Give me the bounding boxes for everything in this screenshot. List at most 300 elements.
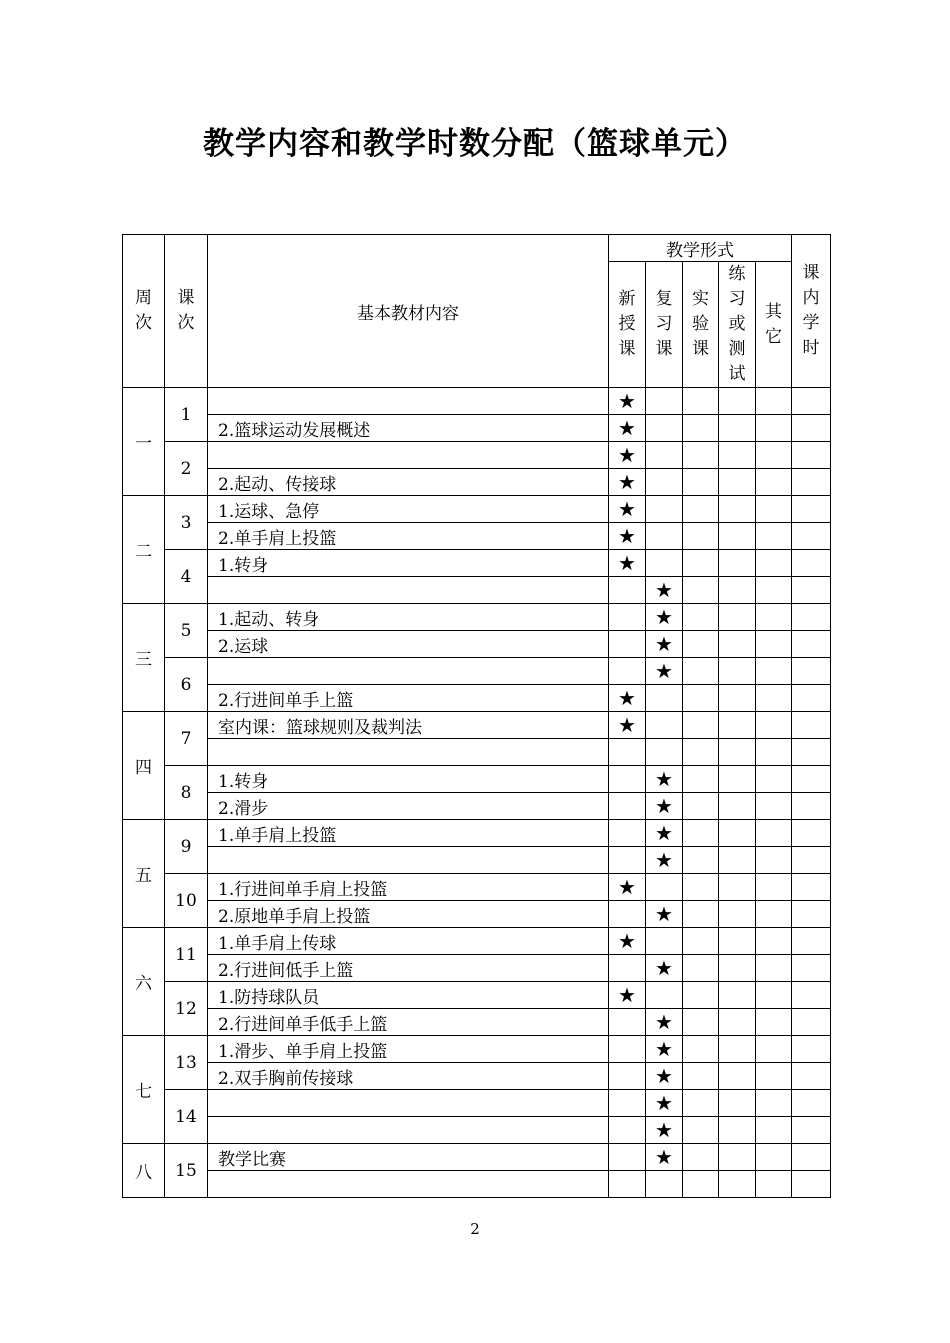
week-cell: 三 [123,604,165,712]
review-lesson-cell [646,388,683,415]
week-cell: 五 [123,820,165,928]
class-hours-cell [792,523,831,550]
week-cell: 六 [123,928,165,1036]
other-cell [756,1090,792,1117]
other-cell [756,631,792,658]
practice-test-cell [719,1144,756,1171]
review-lesson-cell [646,685,683,712]
other-cell [756,496,792,523]
content-cell: 2.起动、传接球 [208,469,609,496]
star-mark-icon: ★ [618,929,636,953]
header-teaching-form: 教学形式 [609,235,792,262]
experiment-lesson-cell [683,955,719,982]
star-mark-icon: ★ [618,389,636,413]
content-cell: 1.运球、急停 [208,496,609,523]
other-cell [756,415,792,442]
new-lesson-cell [609,604,646,631]
content-cell: 2.篮球运动发展概述 [208,415,609,442]
practice-test-cell [719,766,756,793]
content-cell [208,577,609,604]
review-lesson-cell [646,469,683,496]
class-hours-cell [792,820,831,847]
content-cell: 室内课：篮球规则及裁判法 [208,712,609,739]
other-cell [756,1063,792,1090]
review-lesson-cell [646,874,683,901]
experiment-lesson-cell [683,982,719,1009]
lesson-number-cell: 15 [165,1144,208,1198]
review-lesson-cell [646,496,683,523]
practice-test-cell [719,793,756,820]
review-lesson-cell [646,1144,683,1171]
new-lesson-cell [609,1171,646,1198]
class-hours-cell [792,1117,831,1144]
class-hours-cell [792,712,831,739]
other-cell [756,388,792,415]
content-cell: 2.行进间低手上篮 [208,955,609,982]
lesson-number-cell: 4 [165,550,208,604]
practice-test-cell [719,901,756,928]
other-cell [756,820,792,847]
practice-test-cell [719,874,756,901]
table-row [123,928,831,955]
lesson-number-cell: 2 [165,442,208,496]
week-cell: 八 [123,1144,165,1198]
review-lesson-cell [646,631,683,658]
lesson-number-cell: 7 [165,712,208,766]
practice-test-cell [719,550,756,577]
review-lesson-cell [646,1171,683,1198]
content-cell: 1.转身 [208,550,609,577]
class-hours-cell [792,955,831,982]
experiment-lesson-cell [683,1117,719,1144]
class-hours-cell [792,388,831,415]
class-hours-cell [792,658,831,685]
practice-test-cell [719,577,756,604]
lesson-number-cell: 13 [165,1036,208,1090]
new-lesson-cell [609,550,646,577]
experiment-lesson-cell [683,820,719,847]
practice-test-cell [719,1036,756,1063]
new-lesson-cell [609,388,646,415]
other-cell [756,469,792,496]
new-lesson-cell [609,523,646,550]
practice-test-cell [719,631,756,658]
week-cell: 七 [123,1036,165,1144]
content-cell [208,658,609,685]
experiment-lesson-cell [683,415,719,442]
review-lesson-cell [646,901,683,928]
other-cell [756,847,792,874]
practice-test-cell [719,442,756,469]
table-row [123,604,831,631]
practice-test-cell [719,388,756,415]
star-mark-icon: ★ [655,902,673,926]
week-cell: 四 [123,712,165,820]
practice-test-cell [719,955,756,982]
star-mark-icon: ★ [655,605,673,629]
header-week: 周次 [123,235,165,388]
lesson-number-cell: 1 [165,388,208,442]
new-lesson-cell [609,685,646,712]
content-cell: 1.转身 [208,766,609,793]
experiment-lesson-cell [683,901,719,928]
new-lesson-cell [609,442,646,469]
content-cell: 1.防持球队员 [208,982,609,1009]
star-mark-icon: ★ [618,875,636,899]
new-lesson-cell [609,955,646,982]
lesson-number-cell: 14 [165,1090,208,1144]
table-row [123,1063,831,1090]
practice-test-cell [719,928,756,955]
new-lesson-cell [609,1144,646,1171]
experiment-lesson-cell [683,928,719,955]
class-hours-cell [792,1063,831,1090]
table-row [123,523,831,550]
experiment-lesson-cell [683,874,719,901]
other-cell [756,523,792,550]
star-mark-icon: ★ [655,1064,673,1088]
review-lesson-cell [646,1117,683,1144]
review-lesson-cell [646,712,683,739]
table-row [123,1144,831,1171]
class-hours-cell [792,631,831,658]
class-hours-cell [792,901,831,928]
experiment-lesson-cell [683,712,719,739]
review-lesson-cell [646,766,683,793]
table-row [123,388,831,415]
other-cell [756,604,792,631]
table-row [123,1117,831,1144]
star-mark-icon: ★ [655,1145,673,1169]
content-cell: 2.滑步 [208,793,609,820]
new-lesson-cell [609,712,646,739]
review-lesson-cell [646,739,683,766]
experiment-lesson-cell [683,1036,719,1063]
table-row [123,442,831,469]
table-row [123,847,831,874]
class-hours-cell [792,469,831,496]
content-cell [208,1171,609,1198]
new-lesson-cell [609,631,646,658]
lesson-number-cell: 3 [165,496,208,550]
experiment-lesson-cell [683,1063,719,1090]
table-row [123,550,831,577]
lesson-number-cell: 8 [165,766,208,820]
content-cell: 教学比赛 [208,1144,609,1171]
star-mark-icon: ★ [618,551,636,575]
star-mark-icon: ★ [655,821,673,845]
review-lesson-cell [646,847,683,874]
page-number: 2 [470,1220,480,1238]
header-class-hours: 课内学时 [792,235,831,388]
header-other: 其它 [756,262,792,388]
review-lesson-cell [646,1009,683,1036]
content-cell: 1.单手肩上传球 [208,928,609,955]
table-row [123,982,831,1009]
practice-test-cell [719,982,756,1009]
class-hours-cell [792,982,831,1009]
class-hours-cell [792,496,831,523]
practice-test-cell [719,469,756,496]
class-hours-cell [792,550,831,577]
star-mark-icon: ★ [655,767,673,791]
table-row [123,955,831,982]
new-lesson-cell [609,496,646,523]
review-lesson-cell [646,523,683,550]
new-lesson-cell [609,1063,646,1090]
practice-test-cell [719,1009,756,1036]
experiment-lesson-cell [683,496,719,523]
new-lesson-cell [609,901,646,928]
table-row [123,577,831,604]
star-mark-icon: ★ [618,497,636,521]
header-lesson: 课次 [165,235,208,388]
table-row [123,1009,831,1036]
table-row [123,766,831,793]
star-mark-icon: ★ [655,956,673,980]
other-cell [756,739,792,766]
new-lesson-cell [609,577,646,604]
class-hours-cell [792,442,831,469]
practice-test-cell [719,604,756,631]
content-cell [208,1117,609,1144]
star-mark-icon: ★ [618,983,636,1007]
teaching-schedule-table [122,234,831,1198]
lesson-number-cell: 5 [165,604,208,658]
new-lesson-cell [609,1009,646,1036]
table-row [123,901,831,928]
table-row [123,658,831,685]
practice-test-cell [719,739,756,766]
new-lesson-cell [609,1117,646,1144]
experiment-lesson-cell [683,739,719,766]
header-content: 基本教材内容 [208,235,609,388]
new-lesson-cell [609,766,646,793]
review-lesson-cell [646,1036,683,1063]
week-cell: 二 [123,496,165,604]
experiment-lesson-cell [683,604,719,631]
review-lesson-cell [646,982,683,1009]
new-lesson-cell [609,793,646,820]
table-row [123,739,831,766]
schedule-body [123,388,831,1198]
review-lesson-cell [646,577,683,604]
table-row [123,793,831,820]
review-lesson-cell [646,1063,683,1090]
star-mark-icon: ★ [618,416,636,440]
other-cell [756,928,792,955]
review-lesson-cell [646,442,683,469]
class-hours-cell [792,685,831,712]
content-cell: 1.起动、转身 [208,604,609,631]
class-hours-cell [792,1171,831,1198]
content-cell [208,1090,609,1117]
lesson-number-cell: 11 [165,928,208,982]
practice-test-cell [719,1063,756,1090]
experiment-lesson-cell [683,766,719,793]
star-mark-icon: ★ [655,1118,673,1142]
practice-test-cell [719,658,756,685]
review-lesson-cell [646,550,683,577]
content-cell: 1.滑步、单手肩上投篮 [208,1036,609,1063]
review-lesson-cell [646,1090,683,1117]
new-lesson-cell [609,1090,646,1117]
review-lesson-cell [646,604,683,631]
other-cell [756,1171,792,1198]
experiment-lesson-cell [683,793,719,820]
star-mark-icon: ★ [655,578,673,602]
other-cell [756,577,792,604]
new-lesson-cell [609,739,646,766]
star-mark-icon: ★ [655,1037,673,1061]
experiment-lesson-cell [683,847,719,874]
experiment-lesson-cell [683,469,719,496]
table-row [123,469,831,496]
content-cell: 2.行进间单手上篮 [208,685,609,712]
new-lesson-cell [609,928,646,955]
lesson-number-cell: 9 [165,820,208,874]
other-cell [756,1009,792,1036]
star-mark-icon: ★ [655,848,673,872]
table-row [123,415,831,442]
star-mark-icon: ★ [655,659,673,683]
other-cell [756,982,792,1009]
content-cell [208,442,609,469]
review-lesson-cell [646,955,683,982]
other-cell [756,685,792,712]
header-experiment-lesson: 实验课 [683,262,719,388]
content-cell: 2.原地单手肩上投篮 [208,901,609,928]
experiment-lesson-cell [683,550,719,577]
other-cell [756,442,792,469]
class-hours-cell [792,1036,831,1063]
practice-test-cell [719,820,756,847]
class-hours-cell [792,604,831,631]
practice-test-cell [719,1090,756,1117]
star-mark-icon: ★ [618,524,636,548]
star-mark-icon: ★ [655,1010,673,1034]
experiment-lesson-cell [683,658,719,685]
class-hours-cell [792,1009,831,1036]
practice-test-cell [719,415,756,442]
table-row [123,712,831,739]
review-lesson-cell [646,793,683,820]
review-lesson-cell [646,415,683,442]
experiment-lesson-cell [683,577,719,604]
new-lesson-cell [609,820,646,847]
other-cell [756,712,792,739]
content-cell [208,388,609,415]
content-cell [208,739,609,766]
class-hours-cell [792,793,831,820]
document-title: 教学内容和教学时数分配（篮球单元） [203,126,747,162]
content-cell: 1.行进间单手肩上投篮 [208,874,609,901]
star-mark-icon: ★ [618,713,636,737]
other-cell [756,1144,792,1171]
table-row [123,631,831,658]
class-hours-cell [792,1090,831,1117]
new-lesson-cell [609,874,646,901]
other-cell [756,955,792,982]
content-cell: 1.单手肩上投篮 [208,820,609,847]
table-row [123,820,831,847]
week-cell: 一 [123,388,165,496]
other-cell [756,550,792,577]
class-hours-cell [792,766,831,793]
class-hours-cell [792,739,831,766]
practice-test-cell [719,1171,756,1198]
review-lesson-cell [646,820,683,847]
practice-test-cell [719,496,756,523]
new-lesson-cell [609,982,646,1009]
experiment-lesson-cell [683,1144,719,1171]
new-lesson-cell [609,415,646,442]
lesson-number-cell: 12 [165,982,208,1036]
class-hours-cell [792,577,831,604]
lesson-number-cell: 10 [165,874,208,928]
table-row [123,496,831,523]
new-lesson-cell [609,1036,646,1063]
class-hours-cell [792,415,831,442]
content-cell [208,847,609,874]
experiment-lesson-cell [683,523,719,550]
experiment-lesson-cell [683,1009,719,1036]
new-lesson-cell [609,469,646,496]
table-row [123,874,831,901]
review-lesson-cell [646,658,683,685]
table-row [123,685,831,712]
practice-test-cell [719,847,756,874]
experiment-lesson-cell [683,1090,719,1117]
header-new-lesson: 新授课 [609,262,646,388]
experiment-lesson-cell [683,631,719,658]
other-cell [756,766,792,793]
content-cell: 2.行进间单手低手上篮 [208,1009,609,1036]
header-practice-test: 练习或测试 [719,262,756,388]
experiment-lesson-cell [683,442,719,469]
other-cell [756,1117,792,1144]
class-hours-cell [792,874,831,901]
experiment-lesson-cell [683,1171,719,1198]
star-mark-icon: ★ [655,794,673,818]
practice-test-cell [719,1117,756,1144]
lesson-number-cell: 6 [165,658,208,712]
experiment-lesson-cell [683,685,719,712]
class-hours-cell [792,1144,831,1171]
experiment-lesson-cell [683,388,719,415]
other-cell [756,793,792,820]
content-cell: 2.双手胸前传接球 [208,1063,609,1090]
class-hours-cell [792,847,831,874]
star-mark-icon: ★ [655,632,673,656]
star-mark-icon: ★ [655,1091,673,1115]
table-row [123,1171,831,1198]
practice-test-cell [719,712,756,739]
content-cell: 2.单手肩上投篮 [208,523,609,550]
other-cell [756,1036,792,1063]
practice-test-cell [719,685,756,712]
review-lesson-cell [646,928,683,955]
practice-test-cell [719,523,756,550]
other-cell [756,658,792,685]
table-row [123,1036,831,1063]
star-mark-icon: ★ [618,443,636,467]
header-review-lesson: 复习课 [646,262,683,388]
star-mark-icon: ★ [618,470,636,494]
class-hours-cell [792,928,831,955]
star-mark-icon: ★ [618,686,636,710]
new-lesson-cell [609,847,646,874]
